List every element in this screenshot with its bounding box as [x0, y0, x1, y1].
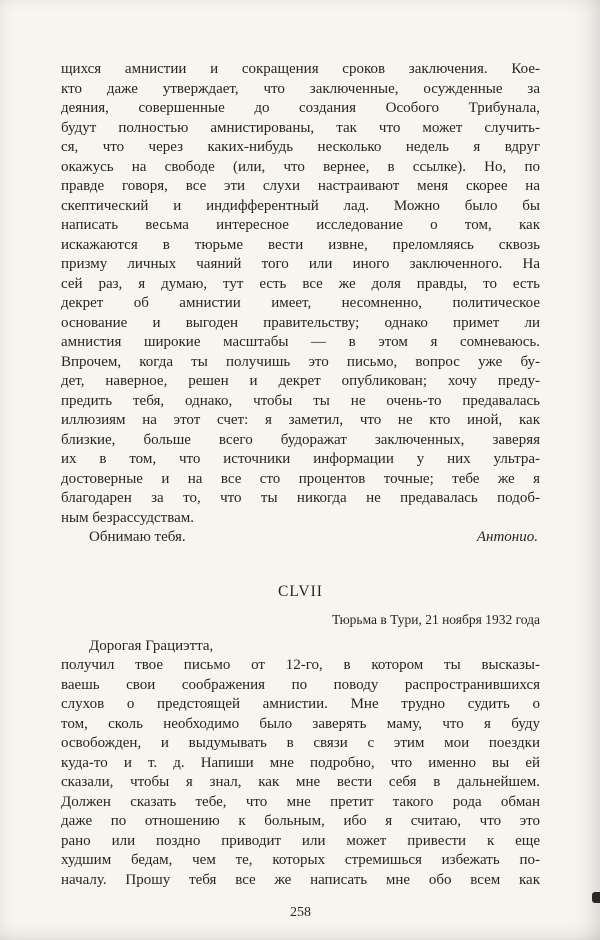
text-line: основание и выгоден правительству; однако примет ли — [61, 314, 540, 331]
letter-157-dateline: Тюрьма в Тури, 21 ноября 1932 года — [332, 612, 540, 627]
text-line: куда-то и т. д. Напиши мне подробно, что именно вы ей — [61, 754, 540, 771]
signature: Антонио. — [476, 529, 538, 545]
text-line: дет, наверное, решен и декрет опубликован; хочу преду- — [61, 373, 540, 389]
letter-157-body — [61, 656, 540, 890]
text-line: достоверные и на все сто процентов точные; тебе же я — [61, 470, 540, 487]
scan-artifact-speck — [592, 892, 600, 903]
text-line: худшим бедам, чем те, которых стремишься избежать по- — [61, 852, 540, 868]
letter-156-body — [61, 60, 540, 509]
text-line: благодарен за то, что ты никогда не предавалась подоб- — [61, 490, 540, 506]
letter-157-salutation: Дорогая Грациэтта, — [89, 637, 214, 654]
text-line: их в том, что источники информации у них ультра- — [61, 451, 540, 467]
text-line: щихся амнистии и сокращения сроков заключения. Кое- — [61, 61, 540, 77]
letter-157-number: CLVII — [278, 582, 323, 600]
letter-156-last-line: ным безрассудствам. — [61, 509, 195, 526]
text-line: рано или поздно приводит или может привести к еще — [61, 832, 540, 849]
page-number: 258 — [290, 905, 311, 920]
text-line: кто даже утверждает, что заключенные, осужденные за — [61, 80, 540, 97]
text-line: искажаются в тюрьме вести извне, преломляясь сквозь — [61, 236, 540, 253]
text-line: близкие, больше всего будоражат заключенных, заверяя — [61, 431, 540, 448]
text-line: том, сколь необходимо было заверять маму, что я буду — [61, 715, 540, 732]
text-line: сказали, чтобы я знал, как мне вести себя в дальнейшем. — [61, 774, 540, 790]
text-line: сей раз, я думаю, тут есть все же доля правды, то есть — [61, 275, 540, 292]
text-line: предить тебя, однако, чтобы ты не очень-то предавалась — [61, 392, 540, 409]
text-line: декрет об амнистии имеет, несомненно, политическое — [61, 295, 540, 311]
text-line: Должен сказать тебе, что мне претит такого рода обман — [61, 793, 540, 810]
text-line: призму личных чаяний того или иного заключенного. На — [61, 256, 540, 272]
letter-156-closing-row — [61, 528, 540, 548]
text-block — [61, 60, 540, 920]
text-line: даже по отношению к больным, ибо я считаю, что это — [61, 813, 540, 829]
closing-phrase: Обнимаю тебя. — [89, 529, 186, 545]
text-line: получил твое письмо от 12-го, в котором ты высказы- — [61, 657, 540, 673]
text-line: освобожден, и выдумывать в связи с этим мои поездки — [61, 735, 540, 751]
text-line: слухов о предстоящей амнистии. Мне трудно судить о — [61, 696, 540, 712]
text-line: началу. Прошу тебя все же написать мне обо всем как — [61, 871, 540, 888]
text-line: окажусь на свободе (или, что вернее, в ссылке). Но, по — [61, 158, 540, 175]
text-line: написать весьма интересное исследование о том, как — [61, 217, 540, 233]
text-line: Впрочем, когда ты получишь это письмо, вопрос уже бу- — [61, 353, 540, 370]
text-line: амнистия широкие масштабы — в этом я сомневаюсь. — [61, 334, 540, 350]
text-line: правде говоря, все эти слухи настраивают меня скорее на — [61, 178, 540, 194]
text-line: ваешь свои соображения по поводу распространившихся — [61, 676, 540, 693]
text-line: будут полностью амнистированы, так что может случить- — [61, 119, 540, 136]
text-line: ся, что через каких-нибудь несколько недель я вдруг — [61, 139, 540, 155]
text-line: иллюзиям на этот счет: я заметил, что не кто иной, как — [61, 412, 540, 428]
text-line: деяния, совершенные до создания Особого Трибунала, — [61, 100, 540, 116]
text-line: скептический и индифферентный лад. Можно было бы — [61, 197, 540, 214]
